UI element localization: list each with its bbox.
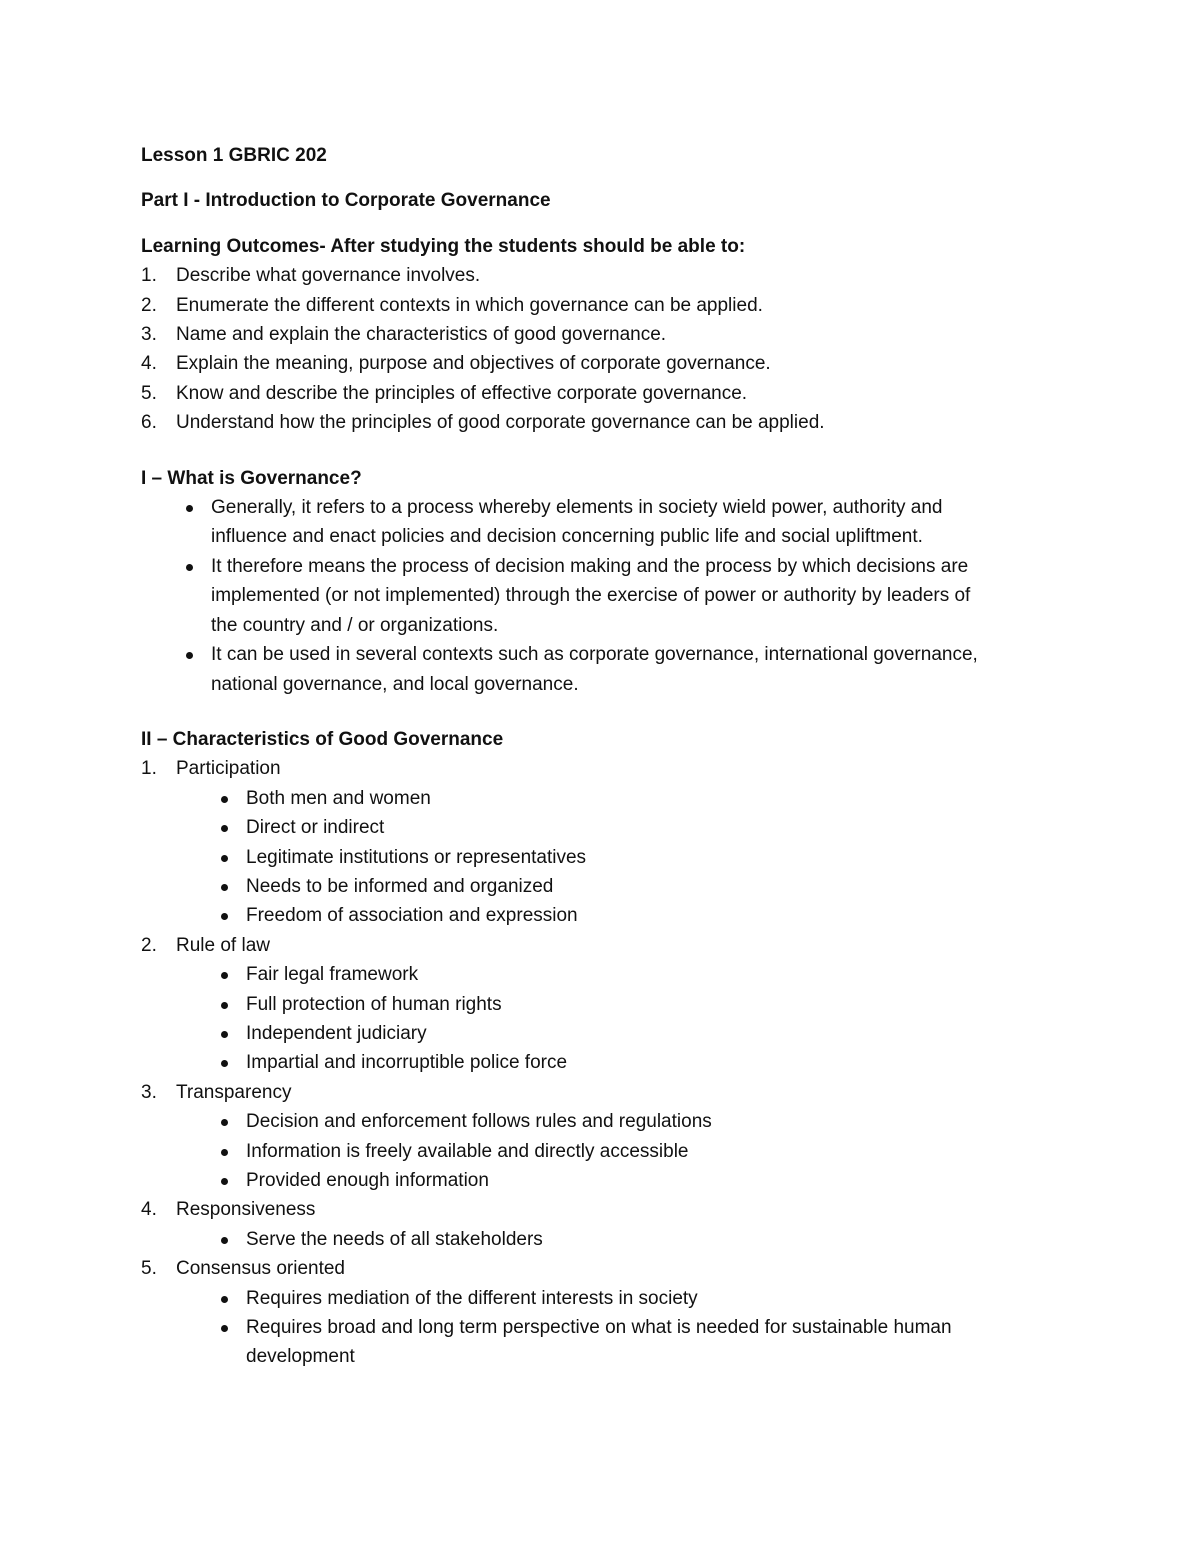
bullet-icon [211, 1019, 246, 1048]
document-page [141, 141, 1061, 1372]
bullet-icon [176, 493, 211, 552]
part-heading: Part I - Introduction to Corporate Governance [141, 190, 551, 212]
section-heading: I – What is Governance? [141, 467, 362, 489]
characteristic-item: 2. Rule of law [141, 934, 270, 956]
outcome-item: 5. Know and describe the principles of effective corporate governance. [141, 382, 748, 404]
list-item: Independent judiciary [141, 1019, 1061, 1048]
list-item: Needs to be informed and organized [141, 872, 1061, 901]
bullet-icon [211, 1166, 246, 1195]
list-item: Freedom of association and expression [141, 901, 1061, 930]
characteristic-item: 5. Consensus oriented [141, 1258, 345, 1280]
bullet-icon [211, 1313, 246, 1372]
bullet-icon [211, 1225, 246, 1254]
outcome-item: 6. Understand how the principles of good corporate governance can be applied. [141, 412, 825, 434]
list-item: Serve the needs of all stakeholders [141, 1225, 1061, 1254]
learning-outcomes [141, 232, 1061, 438]
list-item: Impartial and incorruptible police force [141, 1048, 1061, 1077]
bullet-icon [211, 872, 246, 901]
bullet-icon [211, 784, 246, 813]
outcome-item: 3. Name and explain the characteristics of good governance. [141, 324, 667, 346]
characteristic-item: 1. Participation [141, 758, 281, 780]
list-item: It can be used in several contexts such as corporate governance, international governance, national governance, and local governance. [141, 640, 1061, 699]
bullet-icon [211, 1048, 246, 1077]
list-item: Generally, it refers to a process whereby elements in society wield power, authority and influence and enact policies and decision concerning public life and social upliftment. [141, 493, 1061, 552]
section-what-is-governance [141, 464, 1061, 699]
bullet-icon [211, 813, 246, 842]
bullet-icon [211, 901, 246, 930]
outcome-item: 4. Explain the meaning, purpose and objectives of corporate governance. [141, 353, 771, 375]
bullet-icon [211, 1137, 246, 1166]
list-item: Decision and enforcement follows rules and regulations [141, 1107, 1061, 1136]
bullet-icon [211, 1107, 246, 1136]
characteristic-item: 4. Responsiveness [141, 1199, 316, 1221]
list-item: Legitimate institutions or representatives [141, 843, 1061, 872]
list-item: Requires mediation of the different interests in society [141, 1284, 1061, 1313]
outcome-item: 1. Describe what governance involves. [141, 265, 481, 287]
list-item: Fair legal framework [141, 960, 1061, 989]
bullet-icon [211, 1284, 246, 1313]
bullet-icon [211, 990, 246, 1019]
list-item: Information is freely available and directly accessible [141, 1137, 1061, 1166]
section-heading: II – Characteristics of Good Governance [141, 728, 504, 750]
list-item: It therefore means the process of decision making and the process by which decisions are implemented (or not implemented) through the exercise of power or authority by leaders of the country and / or organizations. [141, 552, 1061, 640]
characteristic-item: 3. Transparency [141, 1081, 292, 1103]
list-item: Requires broad and long term perspective on what is needed for sustainable human development [141, 1313, 1031, 1372]
list-item: Provided enough information [141, 1166, 1061, 1195]
bullet-icon [176, 640, 211, 699]
outcome-item: 2. Enumerate the different contexts in which governance can be applied. [141, 294, 763, 316]
learning-outcomes-heading: Learning Outcomes- After studying the students should be able to: [141, 235, 746, 257]
section-characteristics [141, 725, 1061, 1372]
list-item: Direct or indirect [141, 813, 1061, 842]
document-title: Lesson 1 GBRIC 202 [141, 145, 327, 166]
bullet-icon [211, 960, 246, 989]
list-item: Full protection of human rights [141, 990, 1061, 1019]
bullet-icon [211, 843, 246, 872]
list-item: Both men and women [141, 784, 1061, 813]
bullet-icon [176, 552, 211, 640]
